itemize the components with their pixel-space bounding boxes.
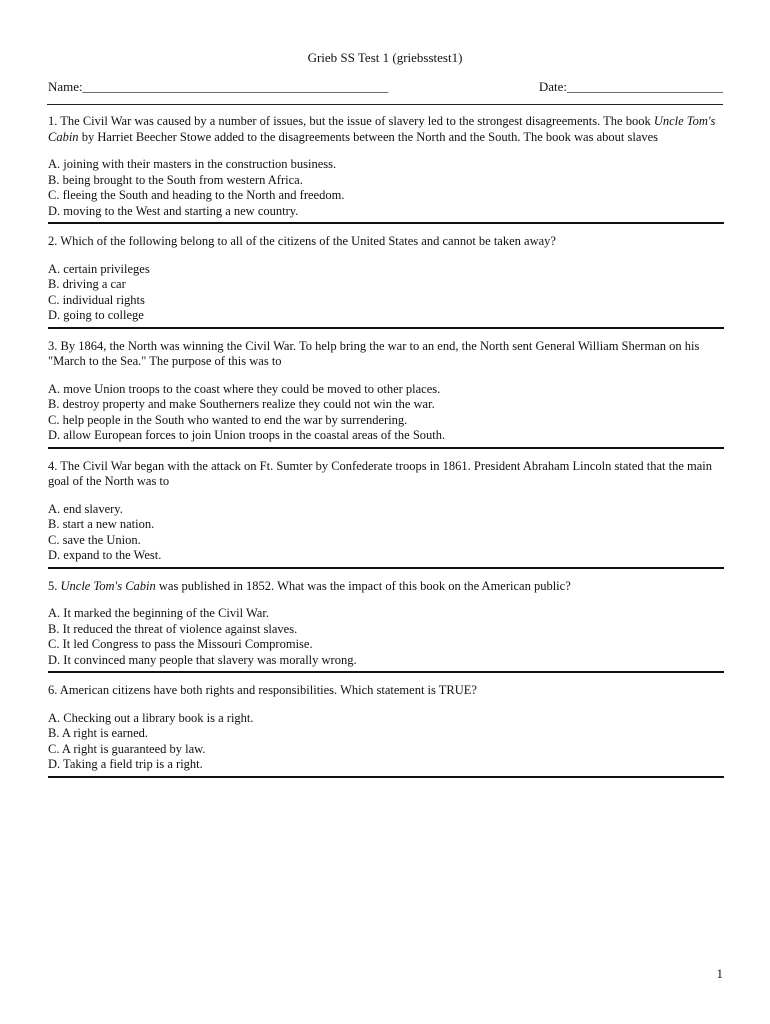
choice-c: C. save the Union. (48, 532, 141, 547)
question-5 (48, 579, 724, 674)
choice-a: A. Checking out a library book is a right. (48, 710, 254, 725)
question-4 (48, 459, 724, 569)
question-text-start: 4. The Civil War began with the attack on Ft. Sumter by Confederate troops in 1861. President Abraham Lincoln stated that the main goal of the North was to (48, 458, 713, 488)
question-list (48, 114, 724, 788)
question-text-start: 3. By 1864, the North was winning the Civil War. To help bring the war to an end, the North sent General William Sherman on his "March to the Sea." The purpose of this was to (48, 338, 700, 368)
choice-a: A. end slavery. (48, 501, 123, 516)
choice-b: B. being brought to the South from western Africa. (48, 172, 303, 187)
choice-c: C. individual rights (48, 292, 145, 307)
question-1 (48, 114, 724, 224)
choice-c: C. It led Congress to pass the Missouri Compromise. (48, 637, 313, 651)
choice-b: B. driving a car (48, 277, 126, 291)
choice-b: B. destroy property and make Southerners realize they could not win the war. (48, 397, 435, 411)
choice-c: C. help people in the South who wanted to end the war by surrendering. (48, 412, 408, 427)
page-number: 1 (716, 966, 723, 981)
choice-b: B. start a new nation. (48, 517, 155, 531)
choice-a: A. joining with their masters in the construction business. (48, 157, 337, 171)
choice-a: A. It marked the beginning of the Civil War. (48, 606, 269, 620)
choice-a: A. move Union troops to the coast where they could be moved to other places. (48, 381, 441, 396)
header-divider (47, 104, 723, 105)
question-text-start: 6. American citizens have both rights and responsibilities. Which statement is TRUE? (48, 683, 477, 697)
question-text-end: was published in 1852. What was the impact of this book on the American public? (155, 578, 571, 593)
page-title: Grieb SS Test 1 (griebsstest1) (307, 50, 463, 65)
question-text (48, 114, 724, 145)
choice-d: D. expand to the West. (48, 548, 162, 562)
question-text-start: 2. Which of the following belong to all of the citizens of the United States and cannot be taken away? (48, 234, 556, 248)
question-6 (48, 683, 724, 778)
question-2 (48, 234, 724, 329)
choice-d: D. allow European forces to join Union troops in the coastal areas of the South. (48, 428, 446, 442)
date-field: Date:________________________ (538, 79, 723, 94)
choice-b: B. It reduced the threat of violence against slaves. (48, 621, 298, 636)
choice-d: D. going to college (48, 308, 144, 322)
choice-a: A. certain privileges (48, 261, 150, 276)
question-text (48, 234, 724, 250)
book-title: Uncle Tom's Cabin (60, 578, 156, 593)
question-text-end: by Harriet Beecher Stowe added to the disagreements between the North and the South. The book was about slaves (78, 129, 659, 144)
question-3 (48, 339, 724, 449)
choice-c: C. fleeing the South and heading to the North and freedom. (48, 188, 345, 202)
choice-d: D. Taking a field trip is a right. (48, 757, 203, 771)
choice-d: D. It convinced many people that slavery was morally wrong. (48, 652, 357, 667)
book-title: Uncle Tom's Cabin (48, 114, 716, 144)
question-text (48, 459, 724, 490)
name-field: Name:_______________________________________________ (48, 79, 389, 94)
choice-c: C. A right is guaranteed by law. (48, 741, 206, 756)
question-text-start: 5. (48, 578, 61, 593)
question-text (48, 339, 724, 370)
choice-d: D. moving to the West and starting a new country. (48, 203, 299, 218)
question-text (48, 683, 724, 699)
choice-b: B. A right is earned. (48, 726, 148, 740)
question-text-start: 1. The Civil War was caused by a number of issues, but the issue of slavery led to the strongest disagreements. The book (48, 114, 654, 128)
question-text (48, 579, 724, 595)
